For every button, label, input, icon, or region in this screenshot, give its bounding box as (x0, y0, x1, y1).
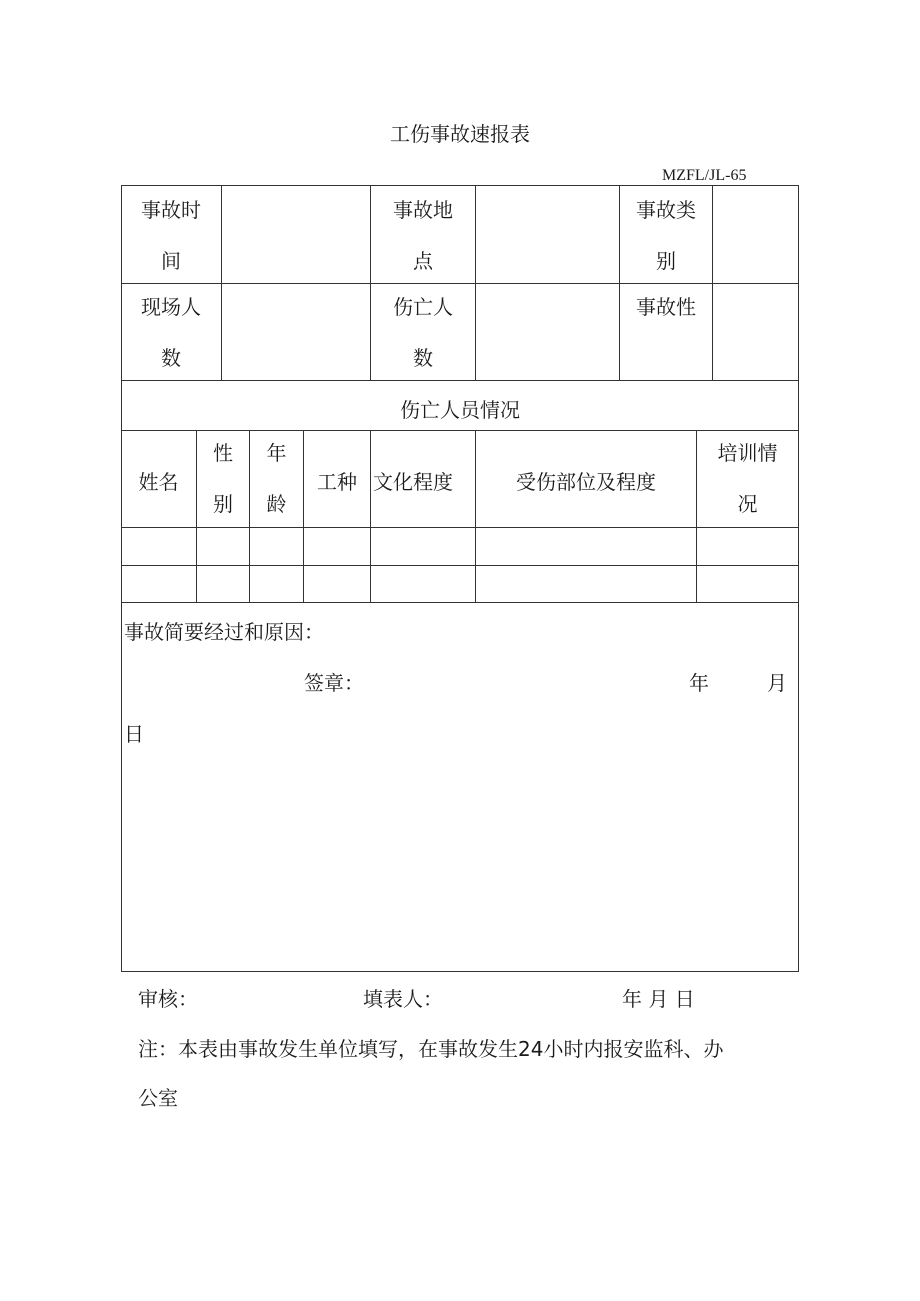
column-job: 工种 (317, 470, 357, 494)
column-injury: 受伤部位及程度 (516, 470, 656, 494)
accident-nature-label: 事故性 (636, 295, 696, 319)
people-present-label: 现场人 数 (141, 295, 201, 370)
accident-type-field[interactable] (713, 186, 798, 283)
page-title: 工伤事故速报表 (390, 122, 530, 146)
filler-label: 填表人： (363, 987, 443, 1011)
table-row[interactable] (122, 566, 798, 602)
sign-date-day: 日 (124, 722, 144, 746)
column-name: 姓名 (138, 470, 179, 494)
accident-place-field[interactable] (476, 186, 619, 283)
casualty-count-field[interactable] (476, 284, 619, 380)
column-gender: 性 别 (213, 441, 233, 516)
accident-time-label: 事故时 间 (141, 198, 201, 273)
accident-type-label: 事故类 别 (636, 198, 696, 273)
form-code: MZFL/JL-65 (662, 167, 747, 184)
column-education: 文化程度 (373, 470, 453, 494)
row-divider (121, 602, 799, 603)
column-age: 年 龄 (266, 441, 287, 516)
sign-date-year: 年 (689, 671, 709, 695)
description-label: 事故简要经过和原因： (124, 620, 324, 644)
casualty-section-title: 伤亡人员情况 (400, 398, 520, 422)
accident-nature-field[interactable] (713, 284, 798, 380)
signature-label: 签章： (304, 671, 364, 695)
accident-time-field[interactable] (222, 186, 370, 283)
note-text-cont: 公室 (138, 1086, 178, 1110)
casualty-count-label: 伤亡人 数 (393, 295, 453, 370)
people-present-field[interactable] (222, 284, 370, 380)
reviewer-label: 审核： (138, 987, 198, 1011)
footer-date: 年 月 日 (622, 987, 695, 1011)
accident-place-label: 事故地 点 (393, 198, 453, 273)
note-text: 注：本表由事故发生单位填写，在事故发生24小时内报安监科、办 (138, 1037, 724, 1061)
column-training: 培训情 况 (717, 441, 778, 516)
sign-date-month: 月 (767, 671, 787, 695)
table-row[interactable] (122, 528, 798, 565)
